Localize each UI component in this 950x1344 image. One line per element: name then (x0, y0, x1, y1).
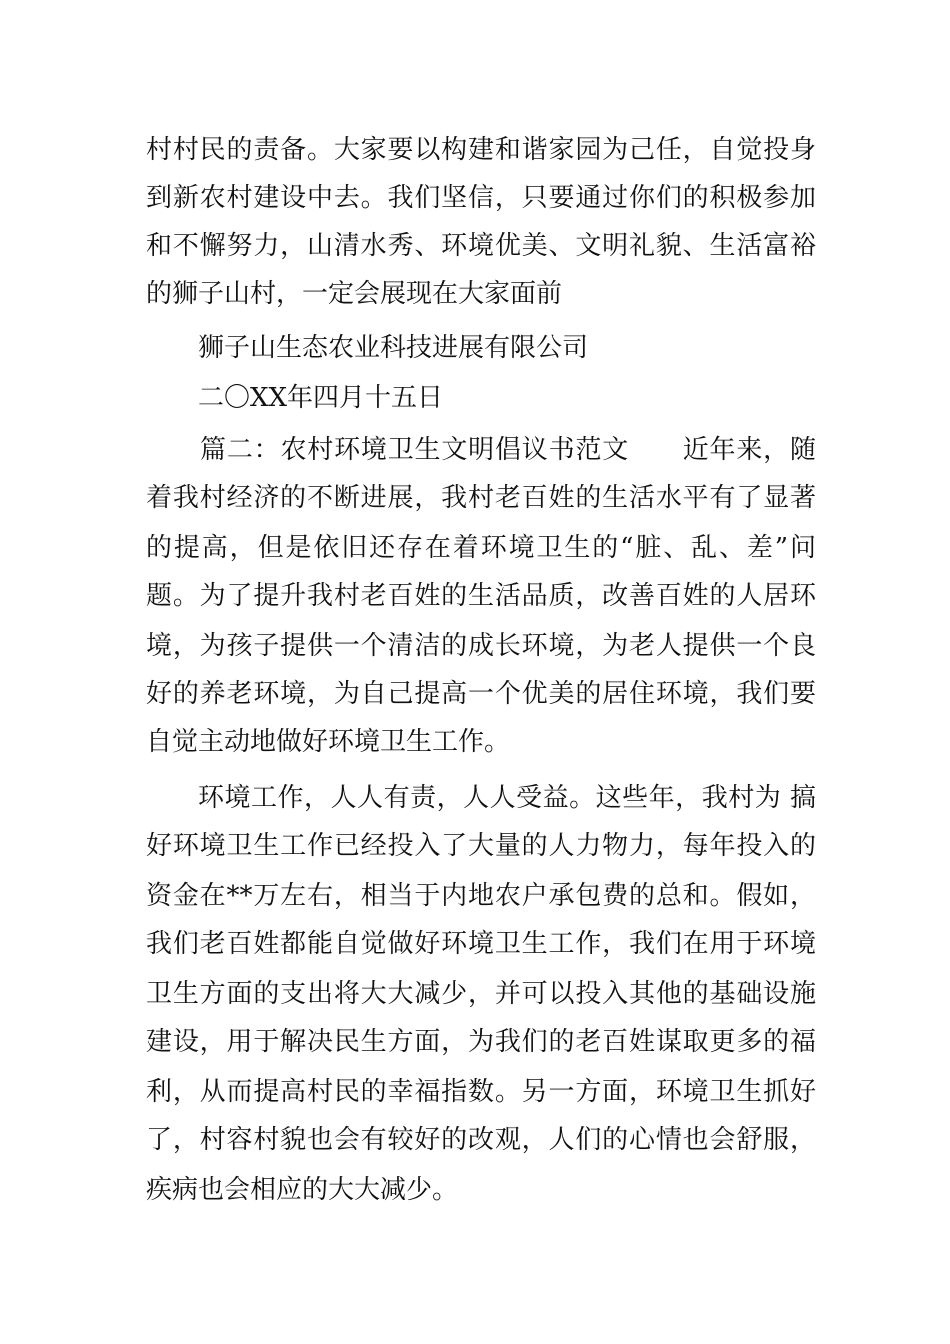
text-line: 好的养老环境，为自己提高一个优美的居住环境，我们要 (146, 679, 816, 709)
text-line: 的提高，但是依旧还存在着环境卫生的“脏、乱、差”问 (146, 533, 816, 563)
text-line: 的狮子山村，一定会展现在大家面前 (146, 279, 563, 309)
text-line: 到新农村建设中去。我们坚信，只要通过你们的积极参加 (146, 183, 816, 213)
text-line: 了，村容村貌也会有较好的改观，人们的心情也会舒服， (146, 1125, 816, 1155)
text-line: 好环境卫生工作已经投入了大量的人力物力，每年投入的 (146, 831, 816, 861)
text-line: 疾病也会相应的大大减少。 (146, 1175, 459, 1205)
text-line: 题。为了提升我村老百姓的生活品质，改善百姓的人居环 (146, 581, 816, 611)
text-line: 我们老百姓都能自觉做好环境卫生工作，我们在用于环境 (146, 929, 816, 959)
text-line: 和不懈努力，山清水秀、环境优美、文明礼貌、生活富裕 (146, 231, 816, 261)
text-line: 利，从而提高村民的幸福指数。另一方面，环境卫生抓好 (146, 1077, 816, 1107)
signature-company: 狮子山生态农业科技进展有限公司 (198, 333, 589, 363)
text-line: 环境工作，人人有责，人人受益。这些年，我村为 搞 (198, 783, 816, 813)
text-line: 境，为孩子提供一个清洁的成长环境，为老人提供一个良 (146, 631, 816, 661)
signature-date: 二〇XX年四月十五日 (198, 383, 444, 413)
text-line: 自觉主动地做好环境卫生工作。 (146, 727, 511, 757)
text-line: 卫生方面的支出将大大减少，并可以投入其他的基础设施 (146, 979, 816, 1009)
text-line: 建设，用于解决民生方面，为我们的老百姓谋取更多的福 (146, 1027, 816, 1057)
text-line: 资金在**万左右，相当于内地农户承包费的总和。假如， (146, 881, 816, 911)
text-line: 村村民的责备。大家要以构建和谐家园为己任，自觉投身 (146, 135, 816, 165)
text-line: 着我村经济的不断进展，我村老百姓的生活水平有了显著 (146, 483, 816, 513)
article-title-line: 篇二：农村环境卫生文明倡议书范文 近年来，随 (200, 435, 816, 465)
